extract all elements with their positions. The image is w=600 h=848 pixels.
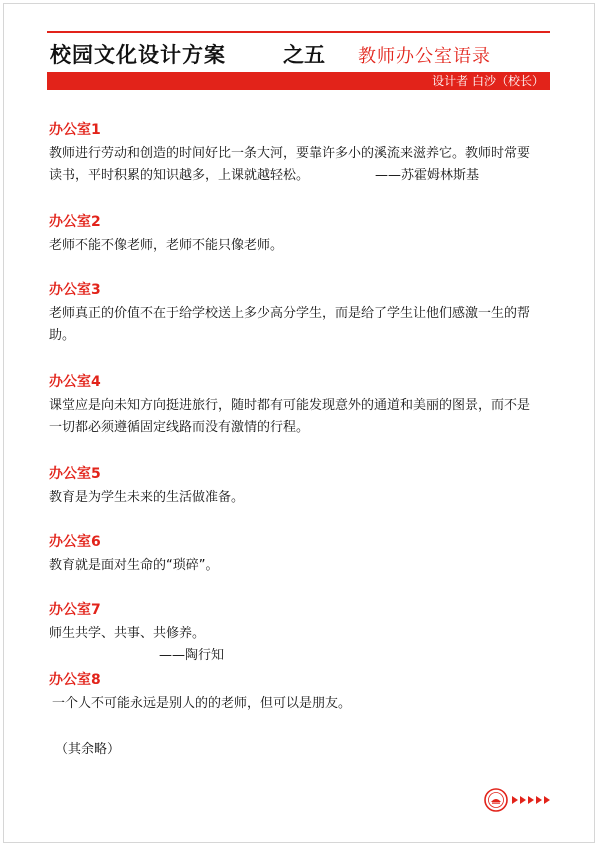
section-heading: 办公室2	[49, 214, 101, 230]
body-line	[49, 645, 559, 667]
quote-section-5	[49, 464, 559, 509]
body-line: 课堂应是向未知方向挺进旅行，随时都有可能发现意外的通道和美丽的图景，而不是	[49, 398, 531, 413]
body-line	[49, 165, 559, 187]
school-seal-icon	[484, 788, 508, 812]
section-body	[49, 623, 559, 667]
section-heading: 办公室1	[49, 122, 101, 138]
designer-credit: 设计者 白沙（校长）	[432, 74, 544, 88]
section-heading: 办公室5	[49, 466, 101, 482]
section-body	[49, 487, 559, 509]
section-body	[49, 395, 559, 439]
document-subtitle: 教师办公室语录	[358, 46, 491, 67]
section-heading: 办公室3	[49, 282, 101, 298]
quote-section-2	[49, 212, 559, 257]
quote-attribution: ——陶行知	[159, 648, 225, 663]
section-heading: 办公室6	[49, 534, 101, 550]
body-line: 老师真正的价值不在于给学校送上多少高分学生，而是给了学生让他们感激一生的帮	[49, 306, 531, 321]
section-heading: 办公室4	[49, 374, 101, 390]
body-line: 师生共学、共事、共修养。	[49, 626, 206, 641]
section-body	[49, 693, 559, 715]
body-line: 教育就是面对生命的“琐碎”。	[49, 558, 219, 573]
section-body	[49, 235, 559, 257]
section-body	[49, 555, 559, 577]
section-body	[49, 303, 559, 347]
title-part-number: 之五	[283, 43, 325, 67]
quote-section-4	[49, 372, 559, 439]
body-line: 助。	[49, 328, 76, 343]
quote-attribution: ——苏霍姆林斯基	[375, 168, 480, 183]
quote-section-7	[49, 600, 559, 667]
top-red-rule	[47, 31, 550, 33]
quote-section-8	[49, 670, 559, 715]
section-heading: 办公室8	[49, 672, 101, 688]
body-line-text: 读书，平时积累的知识越多，上课就越轻松。	[49, 168, 310, 183]
section-heading: 办公室7	[49, 602, 101, 618]
body-line: 教师进行劳动和创造的时间好比一条大河，要靠许多小的溪流来滋养它。教师时常要	[49, 146, 531, 161]
body-line: 老师不能不像老师，老师不能只像老师。	[49, 238, 284, 253]
omitted-note: （其余略）	[55, 742, 121, 757]
triangle-arrows-icon	[512, 794, 556, 806]
quote-section-1	[49, 120, 559, 187]
quote-section-6	[49, 532, 559, 577]
designer-bar	[47, 72, 550, 90]
body-line: 一个人不可能永远是别人的的老师，但可以是朋友。	[52, 696, 352, 711]
quote-section-3	[49, 280, 559, 347]
section-body	[49, 143, 559, 187]
body-line: 一切都必须遵循固定线路而没有激情的行程。	[49, 420, 310, 435]
body-line: 教育是为学生未来的生活做准备。	[49, 490, 245, 505]
document-title: 校园文化设计方案	[50, 43, 226, 67]
